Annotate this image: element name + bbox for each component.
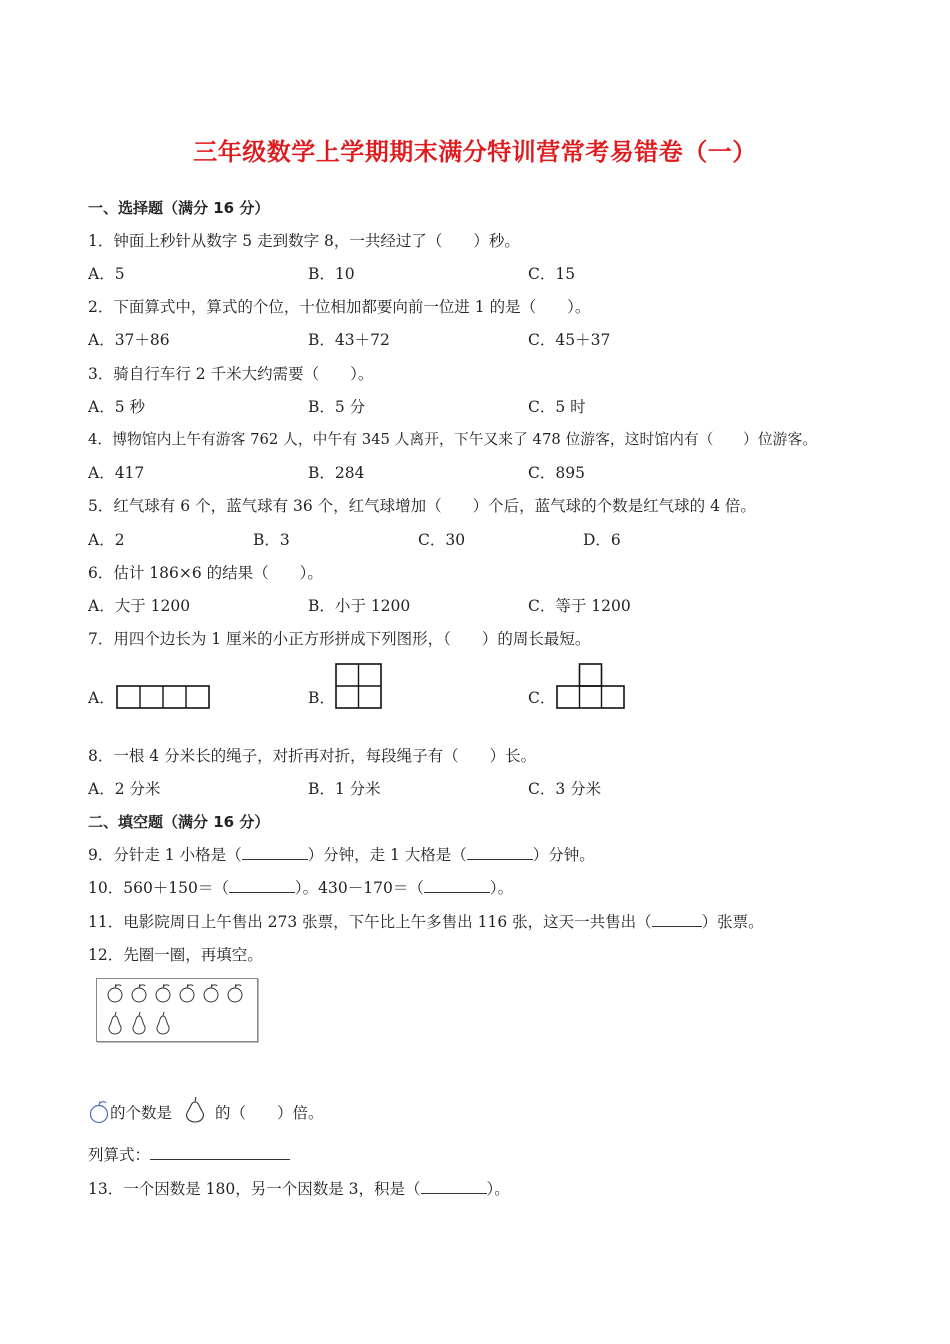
q12-formula-blank[interactable] bbox=[150, 1145, 290, 1160]
question-6: 6．估计 186×6 的结果（ ）。 bbox=[88, 564, 323, 582]
q9-text-3: ）分钟。 bbox=[532, 846, 595, 864]
q4-option-a[interactable]: A．417 bbox=[88, 464, 145, 482]
pear-icon bbox=[109, 1012, 121, 1034]
apple-icon bbox=[156, 984, 170, 1002]
q5-option-b[interactable]: B．3 bbox=[253, 531, 290, 549]
q9-blank-2[interactable] bbox=[467, 845, 533, 860]
q7-figure-b-square-block bbox=[335, 663, 383, 709]
q4-option-c[interactable]: C．895 bbox=[528, 464, 585, 482]
q2-option-a[interactable]: A．37＋86 bbox=[88, 331, 170, 349]
q3-option-a[interactable]: A．5 秒 bbox=[88, 398, 145, 416]
apple-icon bbox=[88, 1100, 110, 1124]
q11-text-1: 11．电影院周日上午售出 273 张票，下午比上午多售出 116 张，这天一共售出（ bbox=[88, 913, 652, 931]
question-1: 1．钟面上秒针从数字 5 走到数字 8，一共经过了（ ）秒。 bbox=[88, 232, 520, 250]
q9-blank-1[interactable] bbox=[242, 845, 308, 860]
q10-text-1: 10．560＋150＝（ bbox=[88, 879, 229, 897]
q2-option-b[interactable]: B．43＋72 bbox=[308, 331, 390, 349]
section-heading-choice: 一、选择题（满分 16 分） bbox=[88, 199, 270, 217]
q13-blank[interactable] bbox=[421, 1179, 487, 1194]
pear-icon bbox=[157, 1012, 169, 1034]
apple-icon bbox=[204, 984, 218, 1002]
question-12: 12．先圈一圈，再填空。 bbox=[88, 946, 263, 964]
q1-option-b[interactable]: B．10 bbox=[308, 265, 355, 283]
q6-option-c[interactable]: C．等于 1200 bbox=[528, 597, 631, 615]
apple-icon bbox=[132, 984, 146, 1002]
question-5: 5．红气球有 6 个，蓝气球有 36 个，红气球增加（ ）个后，蓝气球的个数是红气球的 4 倍。 bbox=[88, 497, 756, 515]
apple-icon bbox=[180, 984, 194, 1002]
q7-figure-c-t-shape bbox=[556, 663, 626, 709]
apple-icon bbox=[108, 984, 122, 1002]
q13-text-1: 13．一个因数是 180，另一个因数是 3，积是（ bbox=[88, 1180, 421, 1198]
q7-option-a[interactable]: A． bbox=[88, 689, 115, 707]
q9-text-1: 9．分针走 1 小格是（ bbox=[88, 846, 242, 864]
q12-ratio-line bbox=[88, 1096, 323, 1124]
q8-option-b[interactable]: B．1 分米 bbox=[308, 780, 381, 798]
q3-option-c[interactable]: C．5 时 bbox=[528, 398, 586, 416]
pear-icon bbox=[133, 1012, 145, 1034]
q9-text-2: ）分钟，走 1 大格是（ bbox=[307, 846, 467, 864]
q11-blank[interactable] bbox=[652, 912, 702, 927]
q5-option-d[interactable]: D．6 bbox=[583, 531, 621, 549]
q12-text-2: 的（ ）倍。 bbox=[214, 1104, 324, 1122]
question-4: 4．博物馆内上午有游客 762 人，中午有 345 人离开，下午又来了 478 位游客，这时馆内有（ ）位游客。 bbox=[88, 431, 818, 448]
q13-text-2: ）。 bbox=[486, 1180, 510, 1198]
question-11 bbox=[88, 912, 764, 932]
q8-option-c[interactable]: C．3 分米 bbox=[528, 780, 602, 798]
q10-text-3: ）。 bbox=[489, 879, 514, 897]
q1-option-a[interactable]: A．5 bbox=[88, 265, 125, 283]
q5-option-a[interactable]: A．2 bbox=[88, 531, 125, 549]
apple-icons bbox=[108, 984, 242, 1002]
q12-formula-line bbox=[88, 1145, 290, 1165]
q10-blank-1[interactable] bbox=[229, 878, 295, 893]
apple-icon bbox=[228, 984, 242, 1002]
question-9 bbox=[88, 845, 595, 865]
q6-option-a[interactable]: A．大于 1200 bbox=[88, 597, 191, 615]
q11-text-2: ）张票。 bbox=[701, 913, 764, 931]
page-title: 三年级数学上学期期末满分特训营常考易错卷（一） bbox=[193, 138, 757, 166]
q7-figure-a-row-of-squares bbox=[116, 685, 210, 709]
pear-icons bbox=[109, 1012, 169, 1034]
q5-option-c[interactable]: C．30 bbox=[418, 531, 466, 549]
q6-option-b[interactable]: B．小于 1200 bbox=[308, 597, 411, 615]
question-10 bbox=[88, 878, 513, 898]
q10-text-2: ）。430－170＝（ bbox=[294, 879, 424, 897]
q7-option-c[interactable]: C． bbox=[528, 689, 556, 707]
fruit-picture-box bbox=[96, 978, 258, 1042]
q4-option-b[interactable]: B．284 bbox=[308, 464, 365, 482]
q3-option-b[interactable]: B．5 分 bbox=[308, 398, 366, 416]
section-heading-fill: 二、填空题（满分 16 分） bbox=[88, 813, 270, 831]
question-2: 2．下面算式中，算式的个位，十位相加都要向前一位进 1 的是（ ）。 bbox=[88, 298, 591, 316]
question-7: 7．用四个边长为 1 厘米的小正方形拼成下列图形，（ ）的周长最短。 bbox=[88, 630, 591, 648]
q2-option-c[interactable]: C．45＋37 bbox=[528, 331, 611, 349]
q1-option-c[interactable]: C．15 bbox=[528, 265, 576, 283]
q7-option-b[interactable]: B． bbox=[308, 689, 335, 707]
pear-icon bbox=[183, 1096, 207, 1124]
q8-option-a[interactable]: A．2 分米 bbox=[88, 780, 161, 798]
question-8: 8．一根 4 分米长的绳子，对折再对折，每段绳子有（ ）长。 bbox=[88, 747, 537, 765]
question-3: 3．骑自行车行 2 千米大约需要（ ）。 bbox=[88, 365, 374, 383]
question-13 bbox=[88, 1179, 510, 1199]
q12-text-1: 的个数是 bbox=[110, 1104, 173, 1122]
q12-formula-label: 列算式： bbox=[88, 1146, 151, 1164]
q10-blank-2[interactable] bbox=[424, 878, 490, 893]
